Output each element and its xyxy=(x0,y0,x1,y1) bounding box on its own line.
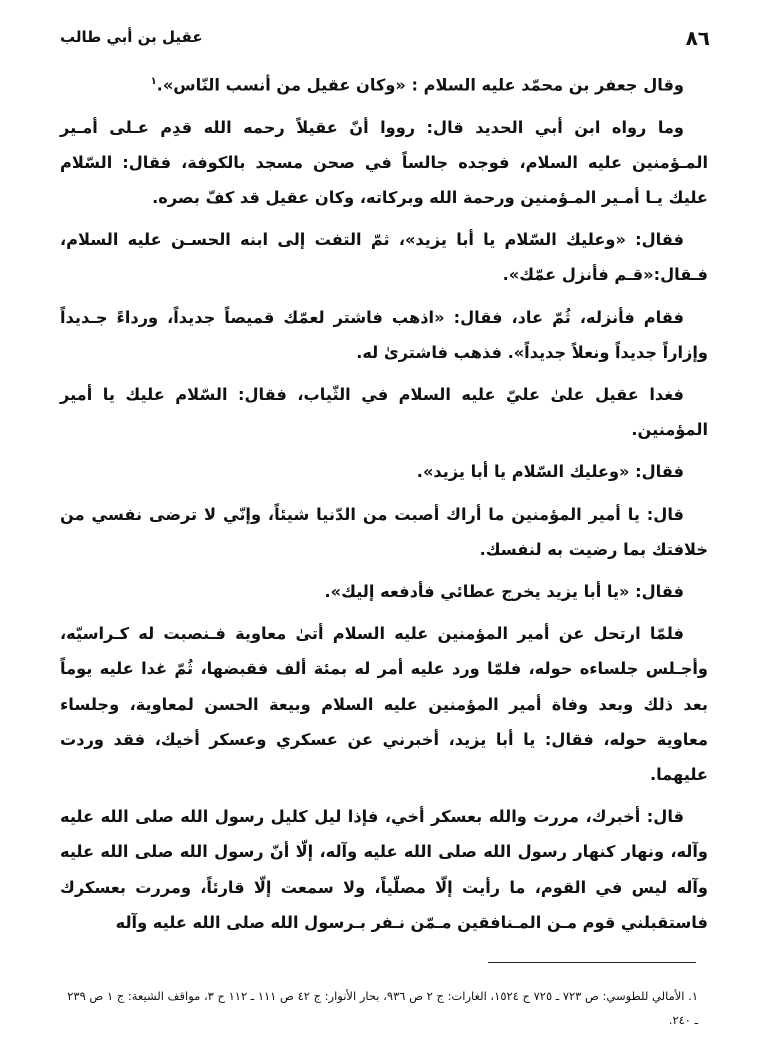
footnote-reference: ١ xyxy=(150,76,157,87)
footnotes xyxy=(66,984,698,1032)
paragraph: فقام فأنزله، ثُمّ عاد، فقال: «اذهب فاشتر لعمّك قميصاً جديداً، ورداءً جـديداً وإزاراً جديداً ونعلاً جديداً». فذهب فاشترىٰ له. xyxy=(60,307,708,362)
paragraph: قال: أخبرك، مررت والله بعسكر أخي، فإذا ليل كليل رسول الله صلى الله عليه وآله، ونهار كنهار رسول الله صلى الله عليه وآله، إلّا أنّ رسول الله صلى الله عليه وآله ليس في القوم، ما رأيت إلّا مصلّياً، ولا سمعت إلّا قارئاً، ومررت بعسكرك فاستقبلني قوم مـن المـنافقين مـمّن نـفر بـرسول الله صلى الله عليه وآله xyxy=(60,807,708,932)
main-text xyxy=(60,64,708,947)
paragraph: فلمّا ارتحل عن أمير المؤمنين عليه السلام أتىٰ معاوية فـنصبت له كـراسيّه، وأجـلس جلساءه حوله، فلمّا ورد عليه أمر له بمئة ألف فقبضها، ثُمّ غدا عليه يوماً بعد ذلك وبعد وفاة أمير المؤمنين عليه السلام وبيعة الحسن لمعاوية، وجلساء معاوية حوله، فقال: يا أبا يزيد، أخبرني عن عسكري وعسكر أخيك، فقد وردت عليهما. xyxy=(60,624,708,785)
running-title: عقيل بن أبي طالب xyxy=(60,28,203,46)
page-number: ٨٦ xyxy=(685,26,710,50)
paragraph xyxy=(60,64,708,103)
paragraph: فقال: «يا أبا يزيد يخرج عطائي فأدفعه إليك». xyxy=(324,582,684,602)
paragraph: فقال: «وعليك السّلام يا أبا يزيد». xyxy=(416,462,684,482)
paragraph: قال: يا أمير المؤمنين ما أراك أصبت من الدّنيا شيئاً، وإنّي لا ترضى نفسي من خلافتك بما رضيت به لنفسك. xyxy=(60,504,708,559)
paragraph-text: وقال جعفر بن محمّد عليه السلام : «وكان عقيل من أنسب النّاس». xyxy=(156,75,684,95)
footnote-separator xyxy=(488,962,696,963)
paragraph: فغدا عقيل علىٰ عليّ عليه السلام في الثّياب، فقال: السّلام عليك يا أمير المؤمنين. xyxy=(60,385,708,440)
paragraph: فقال: «وعليك السّلام يا أبا يزيد»، ثمّ التفت إلى ابنه الحسـن عليه السلام، فـقال:«قـم فأنزل عمّك». xyxy=(60,230,708,285)
footnote: ١. الأمالي للطوسي: ص ٧٢٣ ـ ٧٢٥ ح ١٥٢٤، الغارات: ج ٢ ص ٩٣٦، بحار الأنوار: ج ٤٢ ص ١١١ ـ ١١٢ ح ٣، مواقف الشيعة: ج ١ ص ٢٣٩ ـ ٢٤٠. xyxy=(67,989,698,1027)
paragraph: وما رواه ابن أبي الحديد قال: رووا أنّ عقيلاً رحمه الله قدِم عـلى أمـير المـؤمنين عليه السلام، فوجده جالساً في صحن مسجد بالكوفة، فقال: السّلام عليك يـا أمـير المـؤمنين ورحمة الله وبركاته، وكان عقيل قد كفّ بصره. xyxy=(60,117,708,207)
page-header xyxy=(60,26,710,52)
